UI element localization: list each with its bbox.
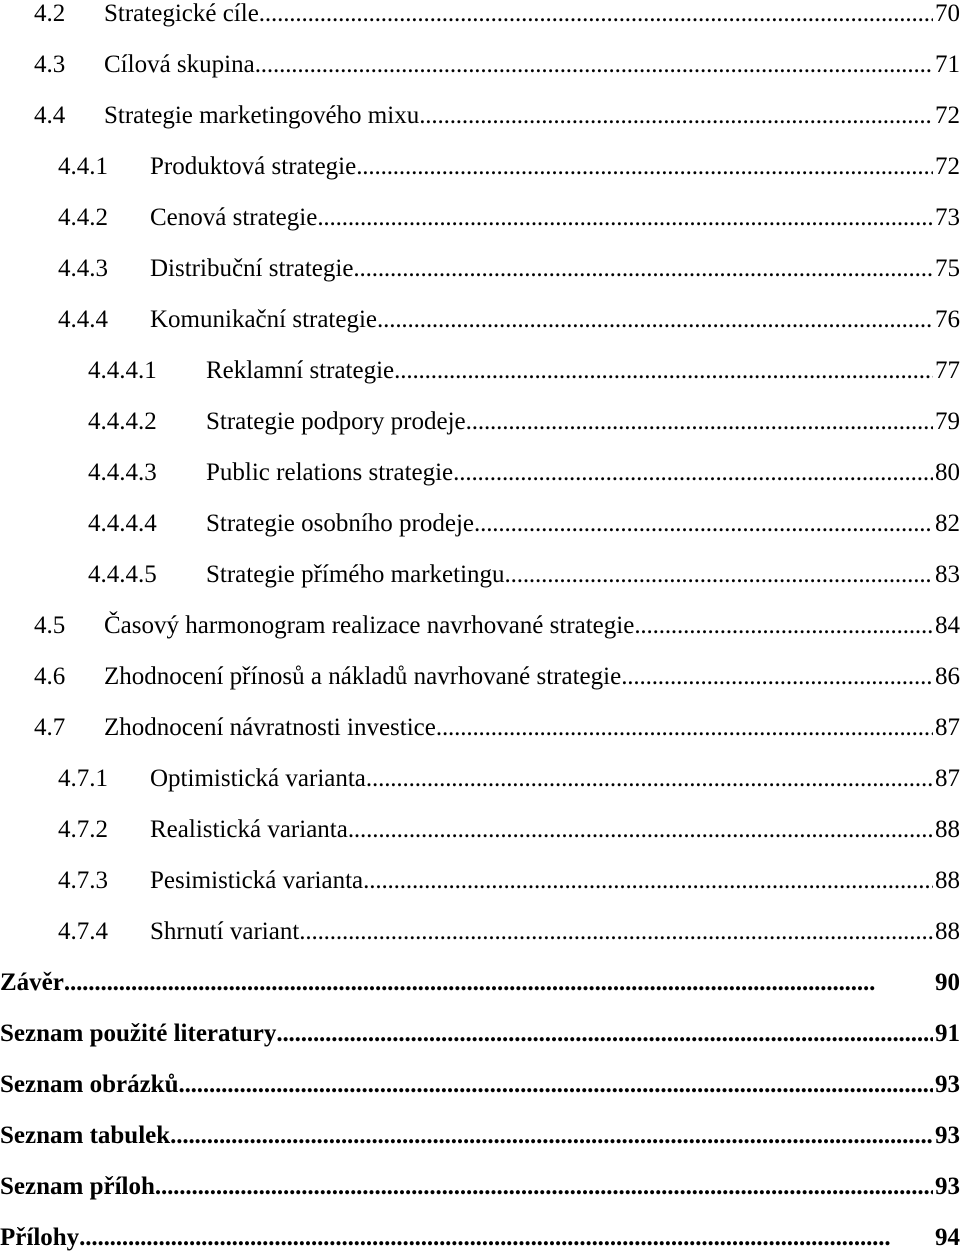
toc-entry-title: Pesimistická varianta — [150, 867, 364, 894]
toc-entry-page: 72 — [935, 153, 960, 180]
toc-entry-number: 4.4 — [34, 102, 66, 129]
toc-entry[interactable] — [0, 300, 960, 340]
toc-entry[interactable] — [0, 351, 960, 391]
dot-leader — [64, 963, 933, 1003]
toc-entry[interactable] — [0, 963, 960, 1003]
toc-entry-title: Strategické cíle — [104, 0, 259, 27]
toc-entry[interactable] — [0, 147, 960, 187]
toc-entry-title: Seznam obrázků — [0, 1071, 179, 1098]
dot-leader — [474, 504, 933, 544]
dot-leader — [353, 249, 933, 289]
dot-leader — [299, 912, 933, 952]
toc-entry[interactable] — [0, 0, 960, 34]
dot-leader — [255, 45, 933, 85]
toc-entry[interactable] — [0, 453, 960, 493]
toc-entry-page: 87 — [935, 714, 960, 741]
toc-entry[interactable] — [0, 1218, 960, 1258]
toc-entry-page: 80 — [935, 459, 960, 486]
toc-entry[interactable] — [0, 555, 960, 595]
toc-entry-number: 4.5 — [34, 612, 66, 639]
dot-leader — [621, 657, 933, 697]
toc-entry-number: 4.7.1 — [58, 765, 108, 792]
toc-entry-page: 86 — [935, 663, 960, 690]
toc-entry-title: Strategie osobního prodeje — [206, 510, 474, 537]
toc-entry-title: Komunikační strategie — [150, 306, 378, 333]
dot-leader — [276, 1014, 933, 1054]
toc-entry[interactable] — [0, 1014, 960, 1054]
toc-entry-page: 87 — [935, 765, 960, 792]
toc-entry[interactable] — [0, 810, 960, 850]
toc-entry[interactable] — [0, 708, 960, 748]
dot-leader — [348, 810, 933, 850]
toc-entry-title: Optimistická varianta — [150, 765, 366, 792]
toc-entry[interactable] — [0, 759, 960, 799]
toc-entry-page: 71 — [935, 51, 960, 78]
toc-entry-page: 77 — [935, 357, 960, 384]
dot-leader — [356, 147, 933, 187]
toc-entry-title: Reklamní strategie — [206, 357, 395, 384]
toc-entry-page: 94 — [935, 1224, 960, 1251]
toc-entry-page: 79 — [935, 408, 960, 435]
toc-entry-number: 4.4.4.2 — [88, 408, 157, 435]
toc-entry-number: 4.4.3 — [58, 255, 108, 282]
toc-entry-page: 82 — [935, 510, 960, 537]
dot-leader — [419, 96, 933, 136]
toc-entry-page: 90 — [935, 969, 960, 996]
toc-entry-number: 4.4.4 — [58, 306, 108, 333]
toc-entry-title: Cenová strategie — [150, 204, 318, 231]
dot-leader — [317, 198, 933, 238]
dot-leader — [505, 555, 933, 595]
toc-entry-page: 88 — [935, 918, 960, 945]
toc-entry-title: Závěr — [0, 969, 64, 996]
toc-entry-title: Produktová strategie — [150, 153, 357, 180]
toc-entry[interactable] — [0, 1116, 960, 1156]
toc-entry-number: 4.7.3 — [58, 867, 108, 894]
toc-entry-number: 4.7.2 — [58, 816, 108, 843]
toc-entry-page: 76 — [935, 306, 960, 333]
dot-leader — [466, 402, 933, 442]
toc-entry-title: Public relations strategie — [206, 459, 454, 486]
toc-entry-title: Zhodnocení přínosů a nákladů navrhované strategie — [104, 663, 622, 690]
toc-entry-page: 91 — [935, 1020, 960, 1047]
toc-entry-page: 88 — [935, 816, 960, 843]
toc-entry-number: 4.4.1 — [58, 153, 108, 180]
dot-leader — [366, 759, 933, 799]
toc-entry[interactable] — [0, 606, 960, 646]
toc-entry-number: 4.3 — [34, 51, 66, 78]
toc-entry[interactable] — [0, 249, 960, 289]
toc-entry-number: 4.4.4.5 — [88, 561, 157, 588]
toc-entry-number: 4.7 — [34, 714, 66, 741]
dot-leader — [394, 351, 933, 391]
toc-entry-number: 4.4.4.1 — [88, 357, 157, 384]
toc-entry-page: 72 — [935, 102, 960, 129]
toc-entry[interactable] — [0, 198, 960, 238]
toc-entry-number: 4.7.4 — [58, 918, 108, 945]
toc-entry-title: Cílová skupina — [104, 51, 255, 78]
dot-leader — [178, 1065, 933, 1105]
toc-entry[interactable] — [0, 402, 960, 442]
toc-entry[interactable] — [0, 96, 960, 136]
toc-entry-number: 4.6 — [34, 663, 66, 690]
dot-leader — [259, 0, 933, 34]
toc-entry-page: 70 — [935, 0, 960, 27]
toc-entry-title: Seznam tabulek — [0, 1122, 171, 1149]
dot-leader — [79, 1218, 933, 1258]
toc-entry-title: Zhodnocení návratnosti investice — [104, 714, 436, 741]
toc-entry-title: Realistická varianta — [150, 816, 348, 843]
toc-entry[interactable] — [0, 504, 960, 544]
toc-entry-page: 83 — [935, 561, 960, 588]
toc-entry-page: 75 — [935, 255, 960, 282]
toc-entry[interactable] — [0, 45, 960, 85]
toc-entry-title: Přílohy — [0, 1224, 80, 1251]
toc-entry-page: 93 — [935, 1173, 960, 1200]
toc-entry-page: 88 — [935, 867, 960, 894]
toc-entry-title: Seznam použité literatury — [0, 1020, 277, 1047]
toc-entry[interactable] — [0, 1167, 960, 1207]
toc-entry-page: 93 — [935, 1071, 960, 1098]
toc-entry-title: Distribuční strategie — [150, 255, 354, 282]
dot-leader — [377, 300, 933, 340]
dot-leader — [453, 453, 933, 493]
toc-entry-page: 93 — [935, 1122, 960, 1149]
toc-entry-title: Strategie marketingového mixu — [104, 102, 420, 129]
toc-entry-number: 4.4.4.3 — [88, 459, 157, 486]
dot-leader — [170, 1116, 933, 1156]
toc-entry[interactable] — [0, 861, 960, 901]
toc-entry-title: Strategie přímého marketingu — [206, 561, 505, 588]
toc-entry-number: 4.4.4.4 — [88, 510, 157, 537]
dot-leader — [436, 708, 933, 748]
toc-entry[interactable] — [0, 1065, 960, 1105]
toc-entry-title: Časový harmonogram realizace navrhované strategie — [104, 612, 635, 639]
dot-leader — [363, 861, 933, 901]
toc-entry-title: Shrnutí variant — [150, 918, 300, 945]
dot-leader — [155, 1167, 933, 1207]
toc-entry-title: Seznam příloh — [0, 1173, 155, 1200]
toc-entry[interactable] — [0, 912, 960, 952]
dot-leader — [634, 606, 933, 646]
toc-entry-page: 73 — [935, 204, 960, 231]
toc-entry-page: 84 — [935, 612, 960, 639]
toc-entry-number: 4.4.2 — [58, 204, 108, 231]
toc-entry-number: 4.2 — [34, 0, 66, 27]
toc-entry[interactable] — [0, 657, 960, 697]
toc-entry-title: Strategie podpory prodeje — [206, 408, 466, 435]
